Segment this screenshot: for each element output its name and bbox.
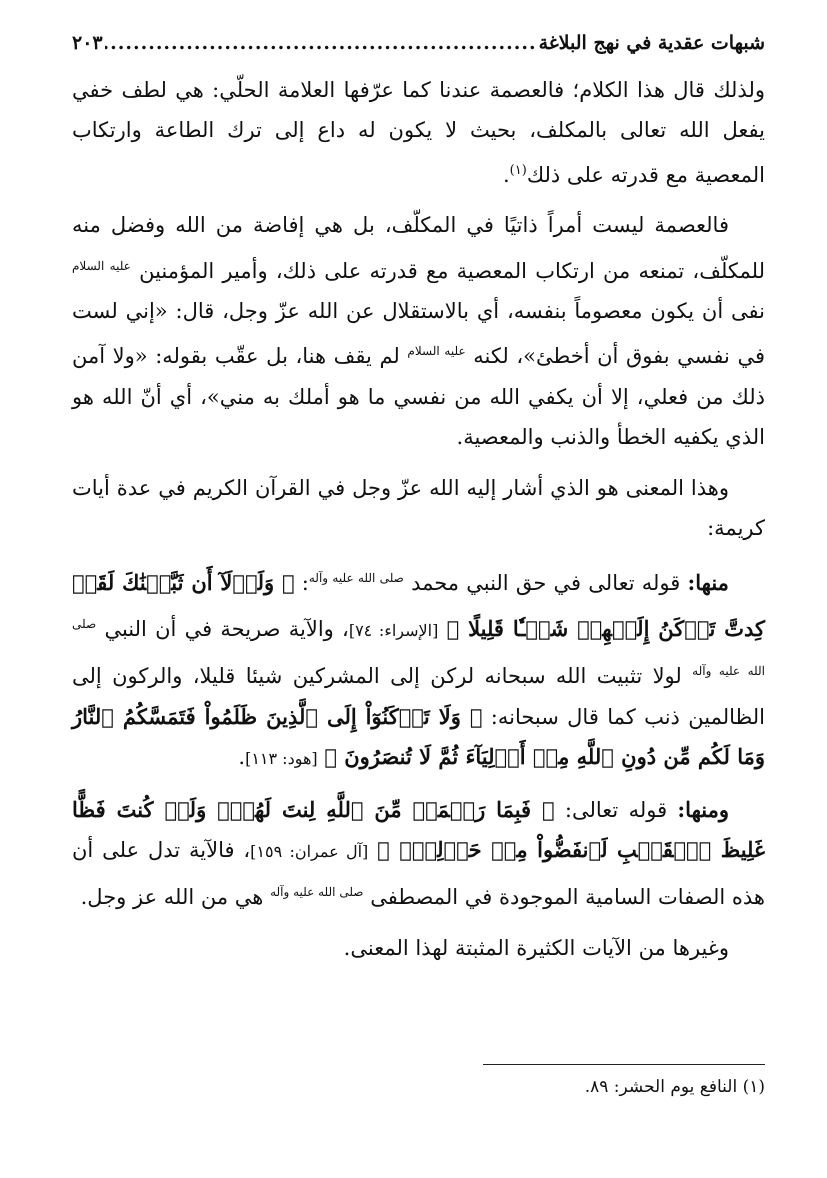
paragraph-5-part-a: قوله تعالى: xyxy=(564,797,668,822)
honorific-glyph: صلى الله عليه وآله xyxy=(270,885,364,900)
running-header xyxy=(72,26,765,60)
paragraph-4 xyxy=(72,558,765,779)
paragraph-1 xyxy=(72,70,765,195)
paragraph-2-part-b: نفى أن يكون معصوماً بنفسه، أي بالاستقلال عن الله عزّ وجل، قال: «إني لست في نفسي بفوق أن أخطئ»، لكنه xyxy=(72,299,765,369)
footnote-marker-1: (١) xyxy=(509,162,527,178)
paragraph-6 xyxy=(72,928,765,968)
paragraph-1-end: . xyxy=(502,162,510,187)
paragraph-5-part-b: ، فالآية تدل على أن هذه الصفات السامية الموجودة في المصطفى xyxy=(72,837,765,910)
footnote-text: (١) النافع يوم الحشر: ٨٩. xyxy=(584,1077,765,1097)
quran-verse-al-imran: ﴿ فَبِمَا رَحۡمَةٖ مِّنَ ٱللَّهِ لِنتَ لَهُمۡۖ وَلَوۡ كُنتَ فَظًّا غَلِيظَ ٱلۡقَلۡبِ لَٱنفَضُّواْ مِنۡ حَوۡلِكَۖ ﴾ xyxy=(72,796,765,862)
paragraph-2-part-c: لم يقف هنا، بل عقّب بقوله: «ولا آمن ذلك من فعلي، إلا أن يكفي الله من نفسي ما هو أملك به مني»، أي أنّ الله هو الذي يكفيه الخطأ والذنب والمعصية. xyxy=(72,344,765,450)
honorific-glyph: صلى الله عليه وآله xyxy=(72,616,765,679)
paragraph-6-text: وغيرها من الآيات الكثيرة المثبتة لهذا المعنى. xyxy=(343,935,729,960)
honorific-glyph: صلى الله عليه وآله xyxy=(308,571,404,586)
paragraph-3 xyxy=(72,468,765,549)
quran-verse-hud: ﴿ وَلَا تَرۡكَنُوٓاْ إِلَى ٱلَّذِينَ ظَلَمُواْ فَتَمَسَّكُمُ ٱلنَّارُ وَمَا لَكُم مِّن دُونِ ٱللَّهِ مِنۡ أَوۡلِيَآءَ ثُمَّ لَا تُنصَرُونَ ﴾ xyxy=(72,703,765,770)
paragraph-4-part-a: قوله تعالى في حق النبي محمد xyxy=(411,571,681,596)
paragraph-2 xyxy=(72,205,765,457)
paragraph-4-part-b: ، والآية صريحة في أن النبي xyxy=(104,616,349,641)
header-title: شبهات عقدية في نهج البلاغة xyxy=(538,32,765,54)
paragraph-4-colon: : xyxy=(301,571,309,596)
paragraph-3-text: وهذا المعنى هو الذي أشار إليه الله عزّ وجل في القرآن الكريم في عدة أيات كريمة: xyxy=(72,475,765,541)
quran-verse-isra: ﴿ وَلَوۡلَآ أَن ثَبَّتۡنَٰكَ لَقَدۡ كِدتَّ تَرۡكَنُ إِلَيۡهِمۡ شَيۡـٔٗا قَلِيلًا ﴾ xyxy=(72,570,766,641)
header-dot-leader xyxy=(105,30,537,60)
paragraph-5-part-c: هي من الله عز وجل. xyxy=(80,885,264,910)
paragraph-1-text: ولذلك قال هذا الكلام؛ فالعصمة عندنا كما عرّفها العلامة الحلّي: هي لطف خفي يفعل الله تعالى بالمكلف، بحيث لا يكون له داع إلى ترك الطاعة وارتكاب المعصية مع قدرته على ذلك xyxy=(72,78,765,187)
verse-reference-al-imran: [آل عمران: ١٥٩] xyxy=(250,841,369,861)
honorific-glyph: عليه السلام xyxy=(72,258,131,273)
verse-reference-hud: [هود: ١١٣] xyxy=(245,749,318,769)
header-page-number: ٢٠٣ xyxy=(72,32,103,54)
footnote-divider xyxy=(483,1064,765,1065)
paragraph-5 xyxy=(72,790,765,918)
paragraph-2-part-a: فالعصمة ليست أمراً ذاتيًا في المكلّف، بل هي إفاضة من الله وفضل منه للمكلّف، تمنعه من ارتكاب المعصية مع قدرته على ذلك، وأمير المؤمنين xyxy=(72,213,765,283)
paragraph-4-end: . xyxy=(238,745,246,770)
paragraph-5-lead: ومنها: xyxy=(677,796,729,822)
verse-reference-isra: [الإسراء: ٧٤] xyxy=(348,620,439,640)
footnote xyxy=(72,1072,765,1102)
body-text xyxy=(72,70,765,978)
paragraph-4-part-c: لولا تثبيت الله سبحانه لركن إلى المشركين شيئا قليلا، والركون إلى الظالمين ذنب كما قال سبحانه: xyxy=(72,664,765,729)
paragraph-4-lead: منها: xyxy=(687,570,729,596)
honorific-glyph: عليه السلام xyxy=(407,344,466,359)
